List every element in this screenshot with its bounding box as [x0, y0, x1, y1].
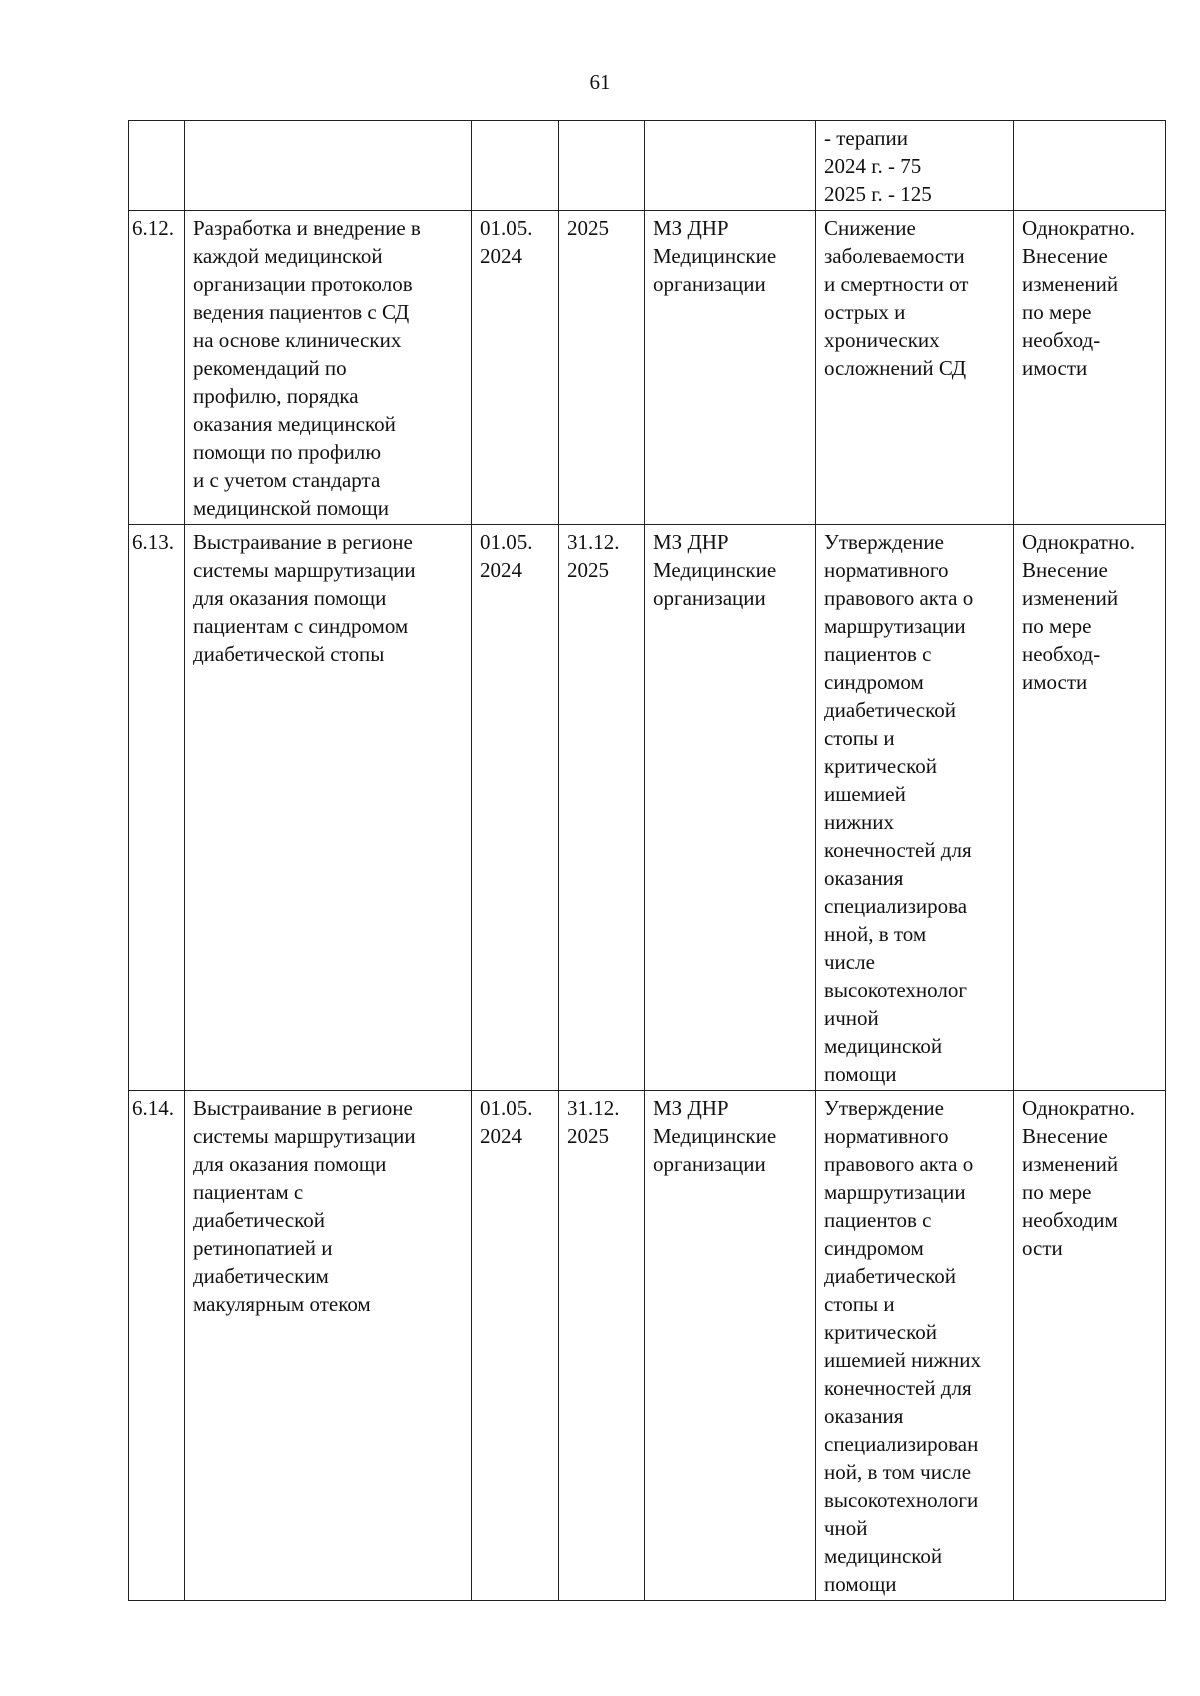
- cell-result: [816, 525, 1014, 1091]
- cell-text-line: по мере: [1022, 1180, 1092, 1204]
- cell-text-line: нной, в том: [824, 922, 927, 946]
- cell-text-line: Однократно.: [1022, 530, 1135, 554]
- cell-text-line: Внесение: [1022, 1124, 1108, 1148]
- cell-text-line: правового акта о: [824, 586, 974, 610]
- cell-text-line: помощи: [824, 1062, 897, 1086]
- cell-text-line: 31.12.: [567, 530, 620, 554]
- cell-text-line: диабетической стопы: [193, 642, 385, 666]
- cell-text-line: пациентам с синдромом: [193, 614, 409, 638]
- cell-periodicity: [1014, 1091, 1166, 1601]
- cell-text-line: пациентов с: [824, 642, 932, 666]
- cell-text-line: организации протоколов: [193, 272, 413, 296]
- cell-text-line: синдромом: [824, 670, 924, 694]
- cell-text-line: и смертности от: [824, 272, 969, 296]
- cell-text-line: каждой медицинской: [193, 244, 383, 268]
- cell-text-line: хронических: [824, 328, 940, 352]
- cell-text-line: организации: [653, 1152, 766, 1176]
- cell-text-line: Выстраивание в регионе: [193, 530, 413, 554]
- cell-periodicity: [1014, 525, 1166, 1091]
- cell-result: [816, 1091, 1014, 1601]
- cell-start-date: [472, 211, 559, 525]
- cell-text-line: высокотехнолог: [824, 978, 967, 1002]
- cell-result: [816, 211, 1014, 525]
- cell-text-line: организации: [653, 272, 766, 296]
- cell-text-line: имости: [1022, 670, 1088, 694]
- cell-text-line: изменений: [1022, 272, 1119, 296]
- cell-text-line: Медицинские: [653, 1124, 777, 1148]
- cell-text-line: 2025 г. - 125: [824, 182, 932, 206]
- cell-text-line: Медицинские: [653, 244, 777, 268]
- cell-result: [816, 121, 1014, 211]
- cell-text-line: 01.05.: [480, 216, 533, 240]
- cell-text-line: на основе клинических: [193, 328, 402, 352]
- cell-text-line: диабетической: [193, 1208, 325, 1232]
- cell-text-line: имости: [1022, 356, 1088, 380]
- table-body: [129, 121, 1166, 1601]
- cell-text-line: 2024: [480, 558, 522, 582]
- table-row: [129, 211, 1166, 525]
- cell-text-line: Внесение: [1022, 558, 1108, 582]
- cell-text-line: ости: [1022, 1236, 1063, 1260]
- cell-text-line: Утверждение: [824, 530, 944, 554]
- cell-text-line: диабетической: [824, 1264, 956, 1288]
- cell-end-date: [559, 121, 645, 211]
- cell-text-line: нормативного: [824, 558, 949, 582]
- cell-text-line: помощи по профилю: [193, 440, 382, 464]
- cell-text-line: пациентов с: [824, 1208, 932, 1232]
- cell-text-line: маршрутизации: [824, 614, 966, 638]
- cell-text-line: МЗ ДНР: [653, 530, 729, 554]
- cell-periodicity: [1014, 211, 1166, 525]
- cell-number: [129, 211, 185, 525]
- cell-text-line: Однократно.: [1022, 1096, 1135, 1120]
- table-row: [129, 121, 1166, 211]
- cell-text-line: нормативного: [824, 1124, 949, 1148]
- cell-text-line: критической: [824, 754, 937, 778]
- cell-text-line: 2024 г. - 75: [824, 154, 922, 178]
- cell-text-line: 6.13.: [132, 530, 174, 554]
- cell-text-line: медицинской: [824, 1034, 943, 1058]
- cell-text-line: чной: [824, 1516, 868, 1540]
- cell-text-line: нижних: [824, 810, 894, 834]
- cell-text-line: 2025: [567, 216, 609, 240]
- cell-text-line: 2024: [480, 244, 522, 268]
- cell-text-line: Медицинские: [653, 558, 777, 582]
- cell-text-line: для оказания помощи: [193, 586, 387, 610]
- cell-text-line: диабетической: [824, 698, 956, 722]
- cell-text-line: системы маршрутизации: [193, 1124, 416, 1148]
- cell-text-line: рекомендаций по: [193, 356, 347, 380]
- cell-number: [129, 525, 185, 1091]
- cell-text-line: 6.12.: [132, 216, 174, 240]
- cell-text-line: стопы и: [824, 726, 895, 750]
- cell-text-line: Разработка и внедрение в: [193, 216, 421, 240]
- cell-task: [185, 211, 472, 525]
- cell-responsible: [645, 121, 816, 211]
- cell-text-line: стопы и: [824, 1292, 895, 1316]
- cell-text-line: специализирова: [824, 894, 968, 918]
- cell-text-line: Выстраивание в регионе: [193, 1096, 413, 1120]
- cell-text-line: по мере: [1022, 614, 1092, 638]
- cell-text-line: Утверждение: [824, 1096, 944, 1120]
- cell-text-line: оказания медицинской: [193, 412, 396, 436]
- table-row: [129, 525, 1166, 1091]
- cell-text-line: оказания: [824, 866, 904, 890]
- cell-text-line: Снижение: [824, 216, 916, 240]
- cell-text-line: ведения пациентов с СД: [193, 300, 410, 324]
- cell-start-date: [472, 525, 559, 1091]
- cell-text-line: осложнений СД: [824, 356, 967, 380]
- cell-end-date: [559, 1091, 645, 1601]
- cell-text-line: системы маршрутизации: [193, 558, 416, 582]
- cell-text-line: 2025: [567, 558, 609, 582]
- cell-text-line: пациентам с: [193, 1180, 304, 1204]
- measures-table: [128, 120, 1166, 1601]
- cell-text-line: оказания: [824, 1404, 904, 1428]
- cell-text-line: изменений: [1022, 586, 1119, 610]
- cell-text-line: диабетическим: [193, 1264, 329, 1288]
- table-row: [129, 1091, 1166, 1601]
- cell-text-line: необходим: [1022, 1208, 1118, 1232]
- cell-text-line: - терапии: [824, 126, 908, 150]
- cell-text-line: высокотехнологи: [824, 1488, 979, 1512]
- cell-text-line: ной, в том числе: [824, 1460, 972, 1484]
- cell-text-line: организации: [653, 586, 766, 610]
- cell-responsible: [645, 525, 816, 1091]
- cell-end-date: [559, 211, 645, 525]
- cell-text-line: МЗ ДНР: [653, 216, 729, 240]
- cell-text-line: 2025: [567, 1124, 609, 1148]
- cell-text-line: для оказания помощи: [193, 1152, 387, 1176]
- cell-text-line: медицинской помощи: [193, 496, 389, 520]
- cell-responsible: [645, 1091, 816, 1601]
- cell-task: [185, 1091, 472, 1601]
- cell-text-line: синдромом: [824, 1236, 924, 1260]
- cell-text-line: 2024: [480, 1124, 522, 1148]
- cell-text-line: 01.05.: [480, 530, 533, 554]
- cell-text-line: 01.05.: [480, 1096, 533, 1120]
- cell-text-line: по мере: [1022, 300, 1092, 324]
- cell-text-line: 31.12.: [567, 1096, 620, 1120]
- cell-start-date: [472, 121, 559, 211]
- cell-text-line: маршрутизации: [824, 1180, 966, 1204]
- cell-text-line: конечностей для: [824, 1376, 972, 1400]
- cell-text-line: острых и: [824, 300, 906, 324]
- cell-text-line: конечностей для: [824, 838, 972, 862]
- cell-text-line: необход-: [1022, 328, 1101, 352]
- cell-text-line: ичной: [824, 1006, 879, 1030]
- cell-text-line: и с учетом стандарта: [193, 468, 381, 492]
- cell-number: [129, 1091, 185, 1601]
- cell-text-line: 6.14.: [132, 1096, 174, 1120]
- cell-task: [185, 525, 472, 1091]
- cell-task: [185, 121, 472, 211]
- cell-text-line: медицинской: [824, 1544, 943, 1568]
- cell-start-date: [472, 1091, 559, 1601]
- cell-text-line: критической: [824, 1320, 937, 1344]
- cell-text-line: макулярным отеком: [193, 1292, 371, 1316]
- cell-text-line: необход-: [1022, 642, 1101, 666]
- cell-text-line: изменений: [1022, 1152, 1119, 1176]
- cell-text-line: Однократно.: [1022, 216, 1135, 240]
- cell-text-line: ишемией: [824, 782, 906, 806]
- cell-text-line: правового акта о: [824, 1152, 974, 1176]
- cell-number: [129, 121, 185, 211]
- cell-responsible: [645, 211, 816, 525]
- cell-periodicity: [1014, 121, 1166, 211]
- page-number: 61: [589, 70, 611, 94]
- cell-text-line: заболеваемости: [824, 244, 965, 268]
- cell-text-line: Внесение: [1022, 244, 1108, 268]
- cell-text-line: специализирован: [824, 1432, 979, 1456]
- cell-text-line: ретинопатией и: [193, 1236, 333, 1260]
- cell-text-line: числе: [824, 950, 875, 974]
- cell-text-line: МЗ ДНР: [653, 1096, 729, 1120]
- cell-text-line: помощи: [824, 1572, 897, 1596]
- cell-end-date: [559, 525, 645, 1091]
- cell-text-line: профилю, порядка: [193, 384, 359, 408]
- cell-text-line: ишемией нижних: [824, 1348, 982, 1372]
